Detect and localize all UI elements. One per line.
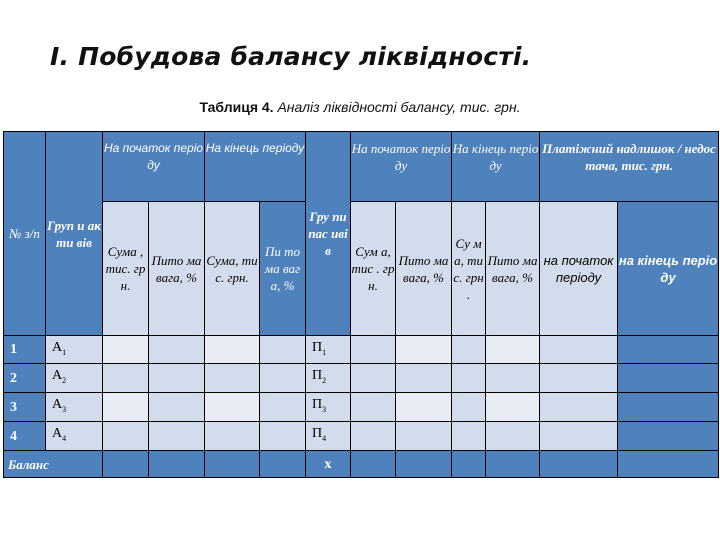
header-assets-start: На початок періоду (103, 132, 205, 202)
data-cell (486, 336, 540, 364)
data-cell (103, 451, 149, 478)
data-cell (149, 422, 205, 451)
data-cell (452, 393, 486, 422)
data-cell (149, 364, 205, 393)
row-number: 2 (4, 364, 46, 393)
header-liability-groups: Гру пи пас ивів (306, 132, 351, 336)
data-cell (260, 364, 306, 393)
data-cell (205, 422, 260, 451)
page-heading: I. Побудова балансу ліквідності. (50, 42, 532, 71)
data-cell (351, 364, 396, 393)
data-cell (205, 364, 260, 393)
asset-group-label: $А_3$ (46, 393, 103, 422)
table-row (4, 393, 719, 422)
data-cell (351, 451, 396, 478)
data-cell (618, 364, 719, 393)
data-cell (351, 422, 396, 451)
data-cell (103, 393, 149, 422)
data-cell (351, 336, 396, 364)
subheader-liab-start-sum: Сум а, тис . грн. (351, 202, 396, 336)
data-cell (103, 422, 149, 451)
data-cell (540, 364, 618, 393)
table-row (4, 422, 719, 451)
data-cell (486, 393, 540, 422)
data-cell (452, 451, 486, 478)
liquidity-table (3, 131, 719, 478)
data-cell (103, 336, 149, 364)
data-cell (452, 336, 486, 364)
data-cell (149, 451, 205, 478)
table-caption (0, 99, 720, 115)
liability-group-label: $П_3$ (306, 393, 351, 422)
data-cell (205, 336, 260, 364)
asset-group-label: $А_1$ (46, 336, 103, 364)
data-cell (452, 422, 486, 451)
liability-group-label: $П_4$ (306, 422, 351, 451)
data-cell (149, 336, 205, 364)
subheader-liab-start-share: Пито ма вага, % (396, 202, 452, 336)
data-cell (149, 393, 205, 422)
data-cell (486, 364, 540, 393)
data-cell (396, 451, 452, 478)
subheader-liab-end-sum: Су ма, ти с. грн . (452, 202, 486, 336)
data-cell (260, 451, 306, 478)
balance-x-mark: х (306, 451, 351, 478)
data-cell (540, 393, 618, 422)
table-row (4, 336, 719, 364)
subheader-liab-end-share: Пито ма вага, % (486, 202, 540, 336)
asset-group-label: $А_4$ (46, 422, 103, 451)
data-cell (205, 393, 260, 422)
data-cell (103, 364, 149, 393)
subheader-balance-start: на початок періоду (540, 202, 618, 336)
data-cell (396, 393, 452, 422)
data-cell (396, 336, 452, 364)
data-cell (396, 364, 452, 393)
header-balance: Платіжний надлишок / недостача, тис. грн. (540, 132, 719, 202)
header-number: № з/п (4, 132, 46, 336)
data-cell (260, 393, 306, 422)
data-cell (540, 336, 618, 364)
row-number: 3 (4, 393, 46, 422)
caption-text: Аналіз ліквідності балансу, тис. грн. (273, 99, 521, 115)
data-cell (486, 451, 540, 478)
data-cell (540, 422, 618, 451)
data-cell (205, 451, 260, 478)
data-cell (452, 364, 486, 393)
balance-label: Баланс (4, 451, 103, 478)
data-cell (540, 451, 618, 478)
liability-group-label: $П_2$ (306, 364, 351, 393)
data-cell (351, 393, 396, 422)
subheader-asset-start-sum: Сума , тис. грн. (103, 202, 149, 336)
table-row-total (4, 451, 719, 478)
header-assets-end: На кінець періоду (205, 132, 306, 202)
header-liab-start: На початок періоду (351, 132, 452, 202)
data-cell (618, 336, 719, 364)
data-cell (260, 336, 306, 364)
subheader-balance-end: на кінець періоду (618, 202, 719, 336)
row-number: 1 (4, 336, 46, 364)
data-cell (396, 422, 452, 451)
header-asset-groups: Груп и акти вів (46, 132, 103, 336)
liability-group-label: $П_1$ (306, 336, 351, 364)
caption-number: Таблиця 4. (199, 99, 274, 115)
data-cell (618, 393, 719, 422)
row-number: 4 (4, 422, 46, 451)
subheader-asset-end-sum: Сума, тис. грн. (205, 202, 260, 336)
asset-group-label: $А_2$ (46, 364, 103, 393)
table-row (4, 364, 719, 393)
data-cell (260, 422, 306, 451)
data-cell (486, 422, 540, 451)
data-cell (618, 451, 719, 478)
data-cell (618, 422, 719, 451)
subheader-asset-start-share: Пито ма вага, % (149, 202, 205, 336)
header-liab-end: На кінець періоду (452, 132, 540, 202)
subheader-asset-end-share: Пи то ма ваг а, % (260, 202, 306, 336)
